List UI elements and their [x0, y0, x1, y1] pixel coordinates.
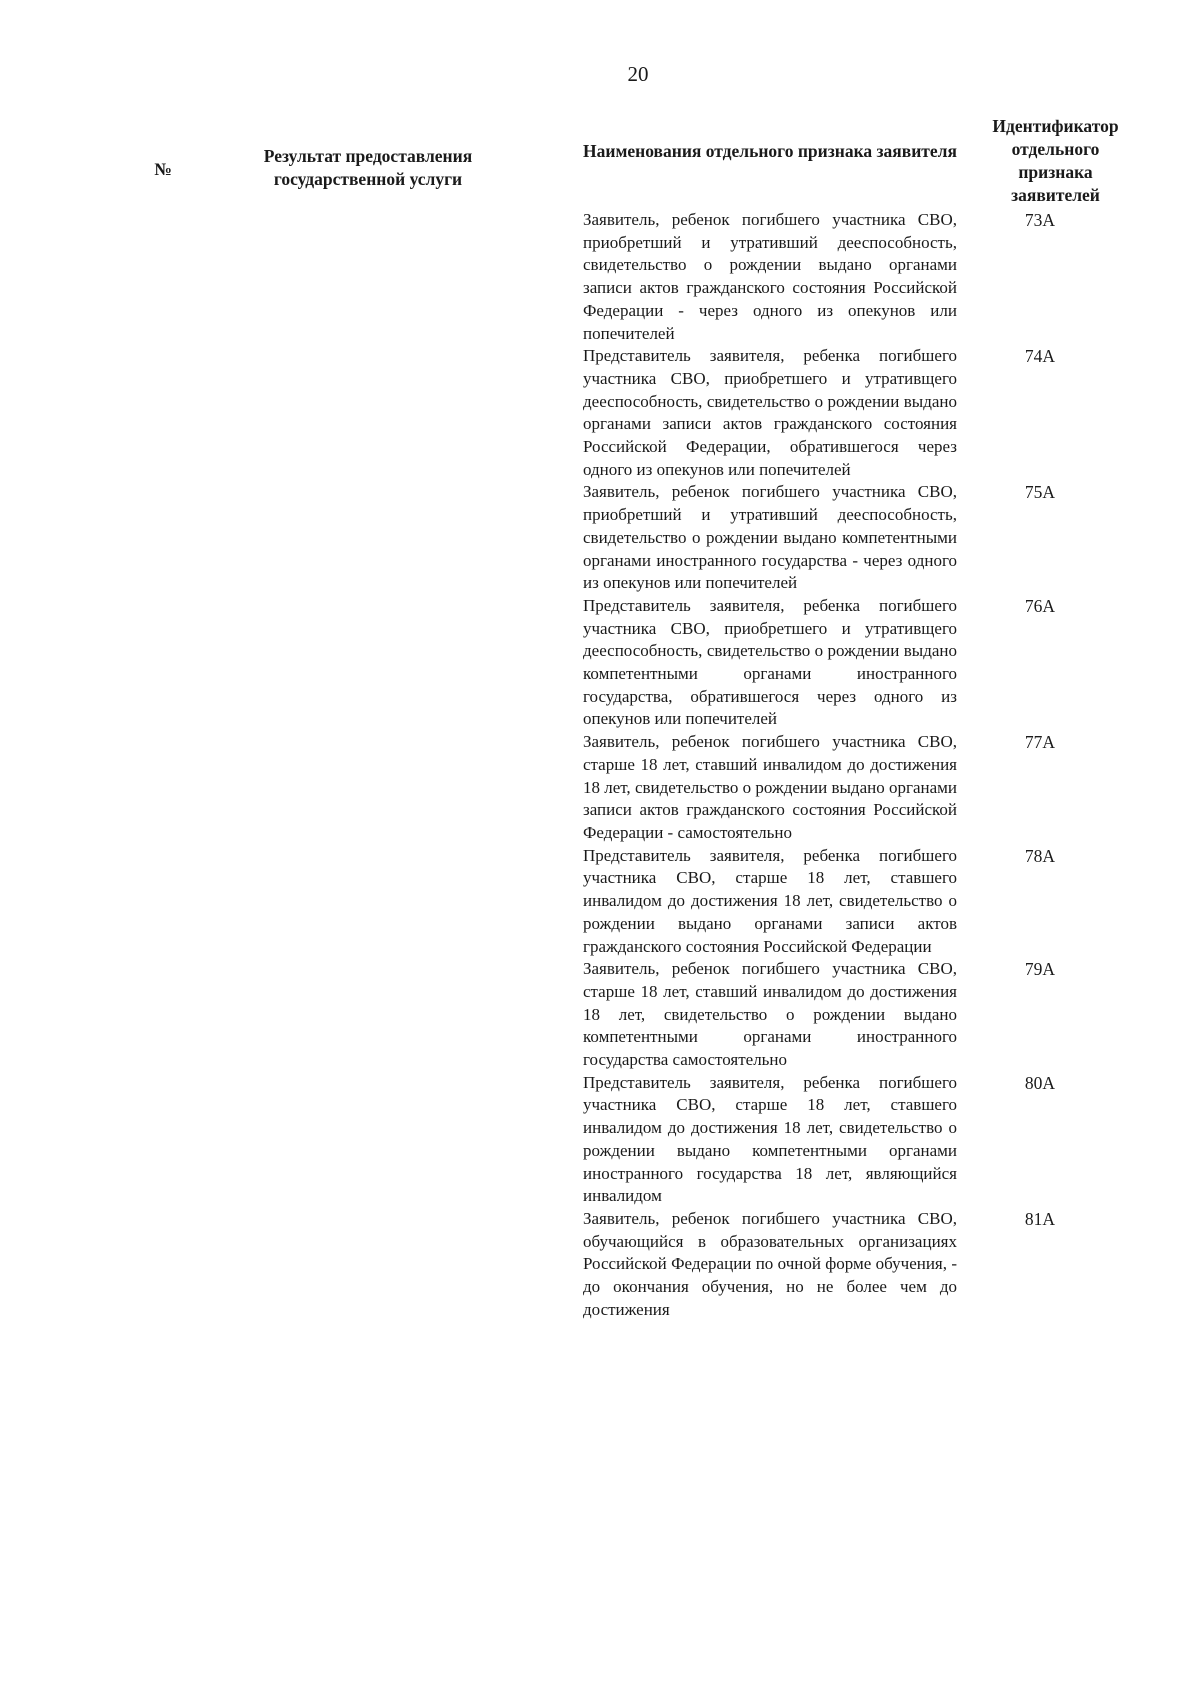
- table-row: [0, 209, 1200, 345]
- applicant-description: Представитель заявителя, ребенка погибшего участника СВО, приобретшего и утративщего дееспособность, свидетельство о рождении выдано компетентными органами иностранного государства, обратившегося через одного из опекунов или попечителей: [583, 595, 957, 729]
- page-number: 20: [627, 62, 649, 86]
- applicant-description: Заявитель, ребенок погибшего участника СВО, старше 18 лет, ставший инвалидом до достижения 18 лет, свидетельство о рождении выдано органами записи актов гражданского состояния Российской Федерации - самостоятельно: [583, 732, 957, 842]
- applicant-identifier: 81А: [1024, 1208, 1056, 1229]
- table-row: [0, 1072, 1200, 1208]
- column-header-result: Результат предоставления государственной услуги: [263, 146, 473, 189]
- table-row: [0, 1208, 1200, 1322]
- applicant-identifier: 73А: [1024, 210, 1056, 230]
- table-row: [0, 481, 1200, 595]
- column-header-name: Наименования отдельного признака заявителя: [583, 141, 957, 161]
- table-row: [0, 958, 1200, 1072]
- table-body: [0, 209, 1200, 1321]
- applicant-identifier: 76А: [1024, 595, 1056, 616]
- table-row: [0, 345, 1200, 481]
- applicant-description: Представитель заявителя, ребенка погибшего участника СВО, приобретшего и утративщего дееспособность, свидетельство о рождении выдано органами записи актов гражданского состояния Российской Федерации, обратившегося через одного из опекунов или попечителей: [583, 346, 957, 479]
- column-header-identifier: Идентификатор отдельного признака заявителей: [992, 116, 1119, 205]
- table-row: [0, 731, 1200, 845]
- table-row: [0, 595, 1200, 731]
- applicant-description: Заявитель, ребенок погибшего участника СВО, приобретший и утративший дееспособность, свидетельство о рождении выдано органами записи актов гражданского состояния Российской Федерации - через одного из опекунов или попечителей: [583, 210, 957, 343]
- applicant-identifier: 79А: [1024, 959, 1056, 980]
- applicant-description: Представитель заявителя, ребенка погибшего участника СВО, старше 18 лет, ставшего инвалидом до достижения 18 лет, свидетельство о рождении выдано органами записи актов гражданского состояния Российской Федерации: [583, 845, 957, 956]
- applicant-identifier: 77А: [1024, 732, 1056, 753]
- table-row: [0, 845, 1200, 959]
- column-header-number: №: [154, 159, 172, 179]
- applicant-identifier: 75А: [1024, 482, 1056, 503]
- applicant-description: Представитель заявителя, ребенка погибшего участника СВО, старше 18 лет, ставшего инвалидом до достижения 18 лет, свидетельство о рождении выдано компетентными органами иностранного государства 18 лет, являющийся инвалидом: [583, 1072, 957, 1206]
- applicant-description: Заявитель, ребенок погибшего участника СВО, старше 18 лет, ставший инвалидом до достижения 18 лет, свидетельство о рождении выдано компетентными органами иностранного государства самостоятельно: [583, 959, 957, 1070]
- applicant-description: Заявитель, ребенок погибшего участника СВО, приобретший и утративший дееспособность, свидетельство о рождении выдано компетентными органами иностранного государства - через одного из опекунов или попечителей: [583, 482, 957, 593]
- applicant-identifier: 74А: [1024, 346, 1056, 367]
- applicant-identifier: 80А: [1024, 1072, 1056, 1093]
- applicant-identifier: 78А: [1024, 845, 1056, 866]
- applicant-description: Заявитель, ребенок погибшего участника СВО, обучающийся в образовательных организациях Российской Федерации по очной форме обучения, - до окончания обучения, но не более чем до достижения: [583, 1208, 957, 1319]
